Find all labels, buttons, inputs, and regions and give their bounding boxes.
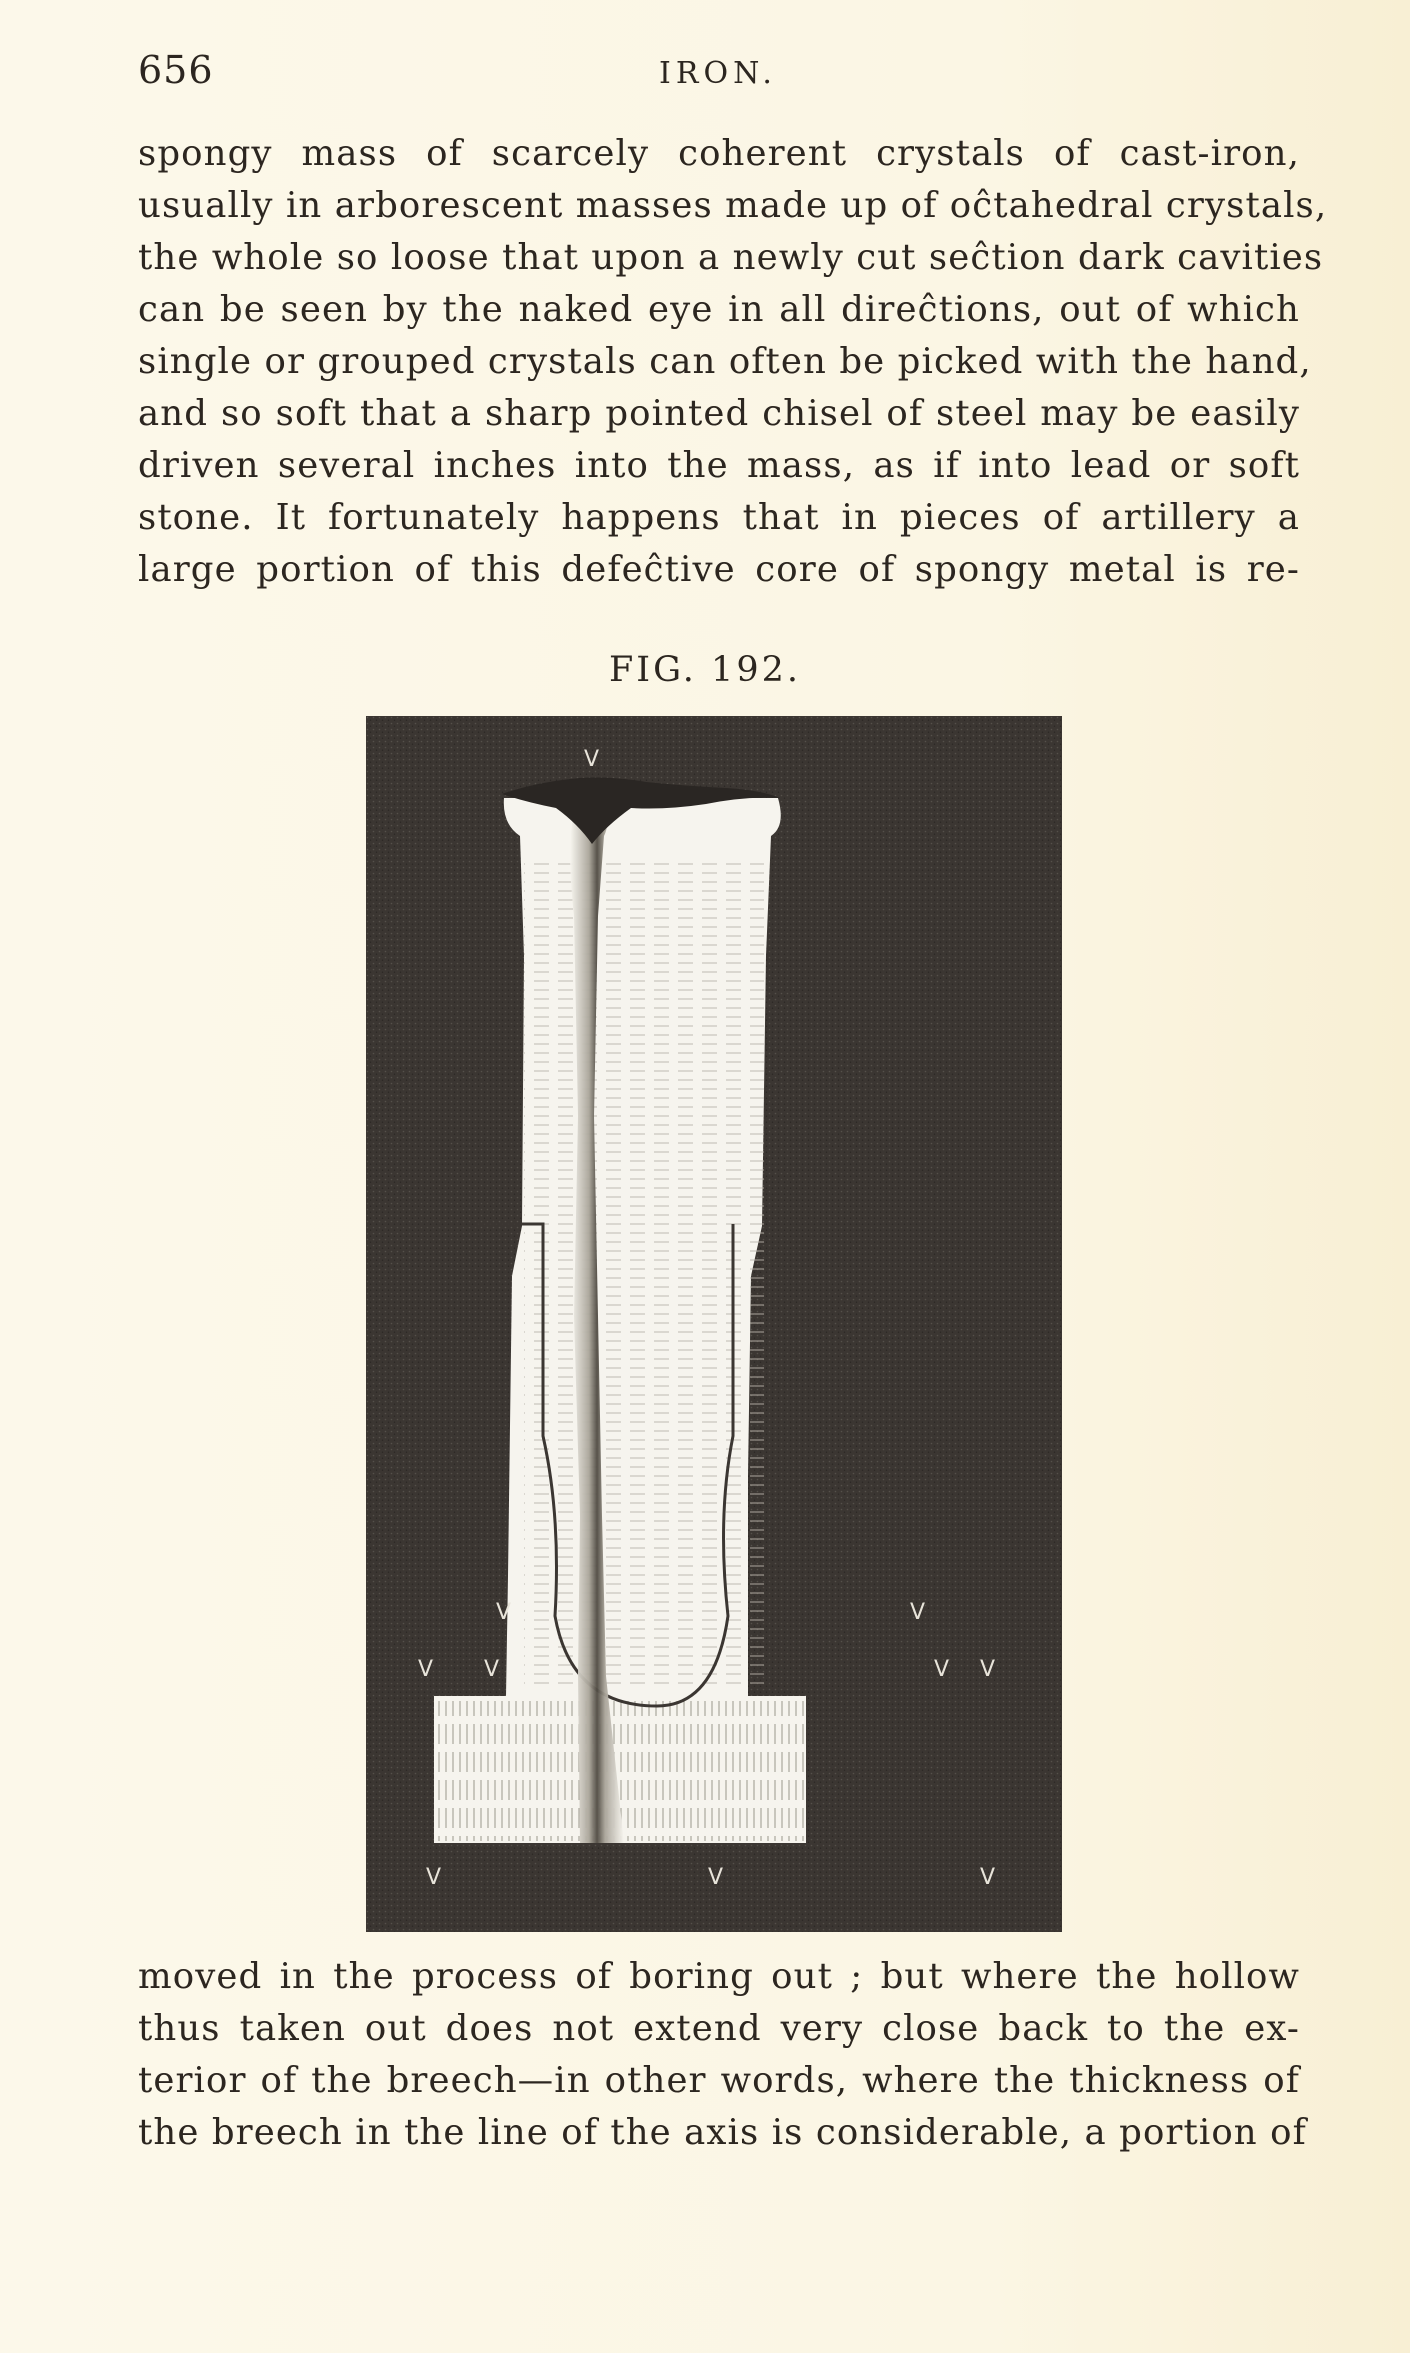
v-marker: V <box>584 747 600 772</box>
text-line: usually in arborescent masses made up of oĉtahedral crystals, <box>138 185 1328 226</box>
text-line: can be seen by the naked eye in all direĉtions, out of which <box>138 289 1300 330</box>
text-line: and so soft that a sharp pointed chisel of steel may be easily <box>138 393 1300 434</box>
text-line: thus taken out does not extend very close back to the ex- <box>138 2008 1300 2049</box>
v-marker: V <box>418 1657 434 1682</box>
text-line: the whole so loose that upon a newly cut seĉtion dark cavities <box>138 237 1324 278</box>
v-marker: V <box>934 1657 950 1682</box>
casting-hatching <box>524 856 764 1691</box>
v-marker: V <box>980 1865 996 1890</box>
paragraph-2 <box>138 1951 1307 2159</box>
text-line: spongy mass of scarcely coherent crystals of cast-iron, <box>138 133 1300 174</box>
running-head <box>138 48 1298 94</box>
text-line: the breech in the line of the axis is considerable, a portion of <box>138 2112 1307 2153</box>
v-marker: V <box>496 1600 512 1625</box>
paragraph-1 <box>138 128 1328 596</box>
v-marker: V <box>708 1865 724 1890</box>
running-title: IRON. <box>659 56 777 91</box>
figure-caption: FIG. 192. <box>608 650 801 690</box>
text-line: terior of the breech—in other words, where the thickness of <box>138 2060 1300 2101</box>
text-line: driven several inches into the mass, as if into lead or soft <box>138 445 1300 486</box>
text-line: single or grouped crystals can often be picked with the hand, <box>138 341 1312 382</box>
text-line: stone. It fortunately happens that in pieces of artillery a <box>138 497 1300 538</box>
v-marker: V <box>484 1657 500 1682</box>
page-number: 656 <box>138 48 214 92</box>
v-marker: V <box>980 1657 996 1682</box>
figure-192-engraving <box>366 716 1062 1932</box>
text-line: moved in the process of boring out ; but where the hollow <box>138 1956 1300 1997</box>
v-marker: V <box>910 1600 926 1625</box>
v-marker: V <box>426 1865 442 1890</box>
text-line: large portion of this defeĉtive core of spongy metal is re- <box>138 549 1300 590</box>
